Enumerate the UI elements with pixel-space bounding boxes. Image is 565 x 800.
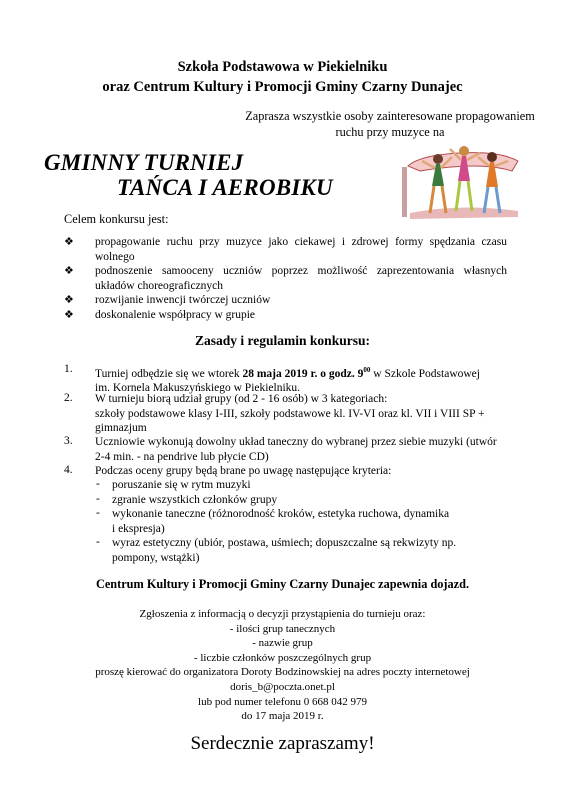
rule-3-line-2: 2-4 min. - na pendrive lub płycie CD) [95,450,269,463]
goals-heading: Celem konkursu jest: [64,212,169,226]
contact-email: doris_b@poczta.onet.pl [230,680,335,693]
organizer-line [0,79,565,96]
goal-1-line-1: propagowanie ruchu przy muzyce jako ciekawej i zdrowej formy spędzania czasu [95,236,507,248]
bullet-icon: ❖ [64,265,74,277]
registration-line: Zgłoszenia z informacją o decyzji przystąpienia do turnieju oraz: [139,608,426,620]
goal-item-2 [95,264,507,293]
rule-1-text: Turniej odbędzie się we wtorek [95,367,243,380]
dancers-illustration [400,131,522,221]
event-time-minutes: 00 [363,366,371,374]
transport-note: Centrum Kultury i Promocji Gminy Czarny Dunajec zapewnia dojazd. [95,577,470,591]
criterion-3 [112,507,512,536]
criterion-2: zgranie wszystkich członków grupy [112,494,278,506]
organizer-prefix: oraz [102,79,134,95]
criterion-1: poruszanie się w rytm muzyki [112,479,251,491]
rule-item-4: Podczas oceny grupy będą brane po uwagę następujące kryteria: [95,465,392,477]
event-title-line-2: TAŃCA I AEROBIKU [117,175,333,200]
registration-line: - nazwie grup [252,637,313,650]
bullet-icon: ❖ [64,294,74,306]
goal-2-line-2: układów choreograficznych [95,279,224,292]
dancer-left [422,154,452,213]
goal-2-line-1: podnoszenie samooceny uczniów poprzez możliwość zaprezentowania własnych [95,265,507,277]
rule-number: 1. [64,363,73,375]
dash-marker: - [96,507,100,519]
registration-line: - liczbie członków poszczególnych grup [193,651,372,664]
criterion-3-line-1: wykonanie taneczne (różnorodność kroków, estetyka ruchowa, dynamika [112,508,450,520]
registration-line: - ilości grup tanecznych [229,622,336,635]
registration-line: proszę kierować do organizatora Doroty Bodzinowskiej na adres poczty internetowej [95,666,470,679]
bullet-icon: ❖ [64,309,74,321]
rule-number: 3. [64,435,73,447]
rule-3-line-1: Uczniowie wykonują dowolny układ taneczny do wybranej przez siebie muzyki (utwór [95,436,497,448]
event-date: 28 maja 2019 r. o godz. 9 [242,367,364,380]
rule-item-1 [95,363,527,396]
registration-info [0,607,565,724]
rule-number: 4. [64,464,73,476]
rule-2-line-2: szkoły podstawowe klasy I-III, szkoły podstawowe kl. IV-VI oraz kl. VII i VIII SP + [95,407,485,420]
criterion-4-line-2: pompony, wstążki) [112,551,200,564]
criterion-4-line-1: wyraz estetyczny (ubiór, postawa, uśmiech; dopuszczalne są rekwizyty np. [112,537,457,549]
goal-1-line-2: wolnego [95,250,135,263]
rule-item-2 [95,392,527,436]
goal-item-4: doskonalenie współpracy w grupie [95,309,256,321]
dash-marker: - [96,493,100,505]
dash-marker: - [96,536,100,548]
rule-1-location: w Szkole Podstawowej [370,367,480,380]
rule-1-line-2: im. Kornela Makuszyńskiego w Piekielniku. [95,382,301,395]
invitation-line-1: Zaprasza wszystkie osoby zainteresowane propagowaniem [245,109,535,123]
rule-1-line-1 [95,363,527,381]
rule-2-line-3: gimnazjum [95,422,147,434]
rule-item-3 [95,435,527,464]
criterion-4 [112,536,512,565]
dash-marker: - [96,478,100,490]
school-name: Szkoła Podstawowa w Piekielniku [177,59,388,75]
rules-heading: Zasady i regulamin konkursu: [195,333,370,348]
contact-phone: lub pod numer telefonu 0 668 042 979 [198,695,367,708]
criterion-3-line-2: i ekspresja) [112,522,165,535]
registration-deadline: do 17 maja 2019 r. [241,710,324,723]
rule-2-line-1: W turnieju biorą udział grupy (od 2 - 16 osób) w 3 kategoriach: [95,393,388,405]
invitation-line-2: ruchu przy muzyce na [335,125,445,139]
goal-item-1 [95,235,507,264]
farewell-text: Serdecznie zapraszamy! [190,733,375,754]
rule-number: 2. [64,392,73,404]
culture-center-name: Centrum Kultury i Promocji Gminy Czarny Dunajec [133,79,463,95]
bullet-icon: ❖ [64,236,74,248]
goal-item-3: rozwijanie inwencji twórczej uczniów [95,294,271,306]
event-title-line-1: GMINNY TURNIEJ [44,150,244,175]
